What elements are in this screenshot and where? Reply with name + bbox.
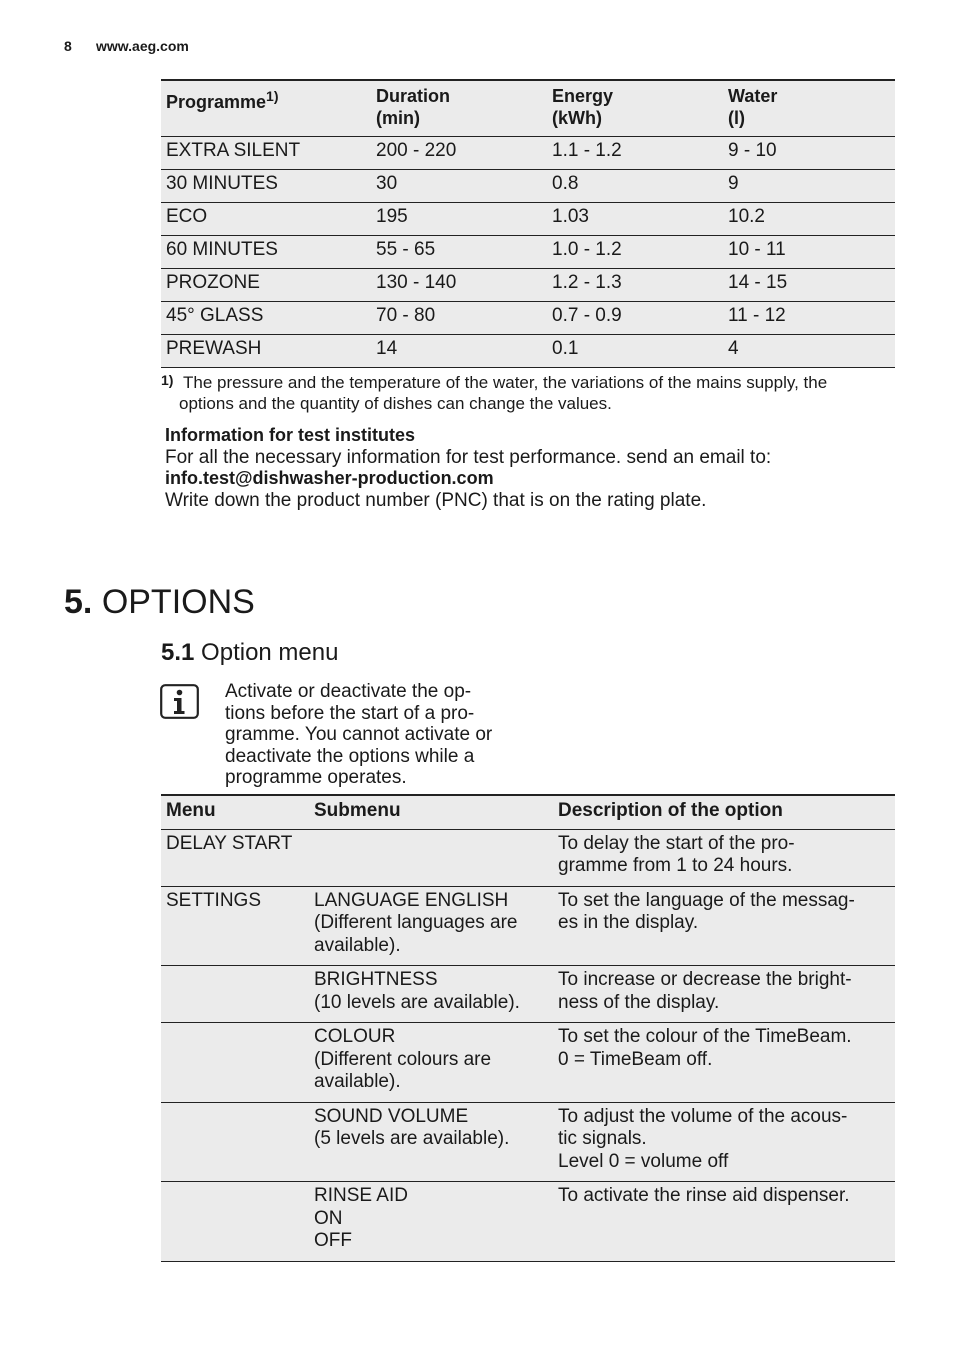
programme-values-table [161, 79, 895, 368]
info-email[interactable]: info.test@dishwasher-production.com [165, 468, 494, 488]
description-cell [553, 1102, 895, 1182]
duration-cell: 14 [371, 334, 547, 367]
menu-cell [161, 1102, 309, 1182]
submenu-cell [309, 829, 553, 886]
section-number: 5. [64, 583, 93, 621]
programme-cell: PROZONE [161, 268, 371, 301]
submenu-line: LANGUAGE ENGLISH [314, 889, 509, 911]
submenu-cell [309, 1182, 553, 1262]
table-row [161, 136, 895, 169]
header-water: Water (l) [723, 80, 895, 136]
table-header-row [161, 795, 895, 829]
water-cell: 11 - 12 [723, 301, 895, 334]
submenu-line: (5 levels are available). [314, 1128, 510, 1149]
description-line: 0 = TimeBeam off. [558, 1048, 713, 1070]
submenu-line: (10 levels are available). [314, 991, 520, 1013]
menu-cell: SETTINGS [161, 886, 309, 966]
description-line: To set the language of the messag- [558, 889, 855, 911]
description-cell [553, 886, 895, 966]
programme-cell: PREWASH [161, 334, 371, 367]
info-line: Write down the product number (PNC) that is on the rating plate. [165, 489, 707, 511]
submenu-line: (Different languages are [314, 912, 518, 933]
table-row [161, 886, 895, 966]
programme-cell: ECO [161, 202, 371, 235]
energy-cell: 0.7 - 0.9 [547, 301, 723, 334]
website-link[interactable]: www.aeg.com [96, 38, 189, 54]
table-row [161, 169, 895, 202]
footnote-mark: 1) [161, 372, 174, 388]
table-header-row [161, 80, 895, 136]
energy-cell: 0.1 [547, 334, 723, 367]
section-heading [64, 582, 255, 622]
description-line: gramme from 1 to 24 hours. [558, 855, 793, 876]
description-cell [553, 829, 895, 886]
description-cell [553, 1023, 895, 1103]
water-cell: 9 [723, 169, 895, 202]
menu-cell [161, 966, 309, 1023]
water-cell: 10 - 11 [723, 235, 895, 268]
submenu-cell [309, 1023, 553, 1103]
submenu-cell [309, 886, 553, 966]
info-line: For all the necessary information for test performance. send an email to: [165, 446, 772, 468]
description-line: tic signals. [558, 1128, 647, 1149]
section-title: OPTIONS [101, 583, 255, 621]
table-row [161, 1023, 895, 1103]
subsection-number: 5.1 [161, 639, 195, 666]
header-duration: Duration (min) [371, 80, 547, 136]
description-line: es in the display. [558, 912, 699, 933]
submenu-line: OFF [314, 1230, 352, 1251]
description-line: Level 0 = volume off [558, 1150, 729, 1172]
subsection-heading [161, 638, 338, 668]
footnote-line: options and the quantity of dishes can change the values. [179, 394, 612, 413]
description-cell [553, 966, 895, 1023]
menu-cell [161, 1182, 309, 1262]
menu-cell [161, 1023, 309, 1103]
description-line: ness of the display. [558, 991, 720, 1013]
water-cell: 10.2 [723, 202, 895, 235]
footnote-line: The pressure and the temperature of the water, the variations of the mains supply, the [183, 373, 828, 392]
info-title: Information for test institutes [165, 425, 416, 445]
note-text: Activate or deactivate the op- tions before the start of a pro- gramme. You cannot activate or deactivate the options while a programme operates. [225, 681, 493, 788]
table-row [161, 1102, 895, 1182]
programme-cell: 45° GLASS [161, 301, 371, 334]
duration-cell: 195 [371, 202, 547, 235]
energy-cell: 1.0 - 1.2 [547, 235, 723, 268]
table-row [161, 202, 895, 235]
table-row [161, 268, 895, 301]
submenu-line: available). [314, 934, 401, 956]
header-programme: Programme$^{1)}$ [161, 80, 371, 136]
header-submenu: Submenu [309, 795, 553, 829]
duration-cell: 200 - 220 [371, 136, 547, 169]
programme-cell: 60 MINUTES [161, 235, 371, 268]
description-line: To adjust the volume of the acous- [558, 1105, 848, 1127]
submenu-line: ON [314, 1207, 343, 1229]
test-institutes-info [165, 425, 771, 511]
description-line: To increase or decrease the bright- [558, 969, 852, 990]
energy-cell: 1.03 [547, 202, 723, 235]
water-cell: 9 - 10 [723, 136, 895, 169]
submenu-line: (Different colours are [314, 1048, 492, 1070]
duration-cell: 70 - 80 [371, 301, 547, 334]
energy-cell: 1.1 - 1.2 [547, 136, 723, 169]
duration-cell: 55 - 65 [371, 235, 547, 268]
programme-cell: 30 MINUTES [161, 169, 371, 202]
description-cell [553, 1182, 895, 1262]
table-footnote [161, 372, 891, 414]
energy-cell: 1.2 - 1.3 [547, 268, 723, 301]
table-row [161, 301, 895, 334]
table-row [161, 829, 895, 886]
description-line: To activate the rinse aid dispenser. [558, 1185, 850, 1206]
option-menu-table [161, 794, 895, 1262]
submenu-line: available). [314, 1071, 401, 1092]
table-row [161, 235, 895, 268]
header-energy: Energy (kWh) [547, 80, 723, 136]
table-row [161, 334, 895, 367]
submenu-line: RINSE AID [314, 1185, 408, 1206]
table-row [161, 1182, 895, 1262]
submenu-cell [309, 1102, 553, 1182]
duration-cell: 30 [371, 169, 547, 202]
description-line: To delay the start of the pro- [558, 832, 795, 854]
duration-cell: 130 - 140 [371, 268, 547, 301]
table-row [161, 966, 895, 1023]
page-header [64, 38, 189, 54]
submenu-line: COLOUR [314, 1026, 396, 1047]
subsection-title: Option menu [201, 639, 339, 666]
submenu-line: BRIGHTNESS [314, 969, 438, 990]
page-number: 8 [64, 38, 72, 54]
energy-cell: 0.8 [547, 169, 723, 202]
programme-cell: EXTRA SILENT [161, 136, 371, 169]
water-cell: 14 - 15 [723, 268, 895, 301]
description-line: To set the colour of the TimeBeam. [558, 1026, 852, 1047]
submenu-line: SOUND VOLUME [314, 1105, 469, 1127]
menu-cell: DELAY START [161, 829, 309, 886]
header-menu: Menu [161, 795, 309, 829]
info-icon [160, 684, 199, 719]
water-cell: 4 [723, 334, 895, 367]
submenu-cell [309, 966, 553, 1023]
header-description: Description of the option [553, 795, 895, 829]
